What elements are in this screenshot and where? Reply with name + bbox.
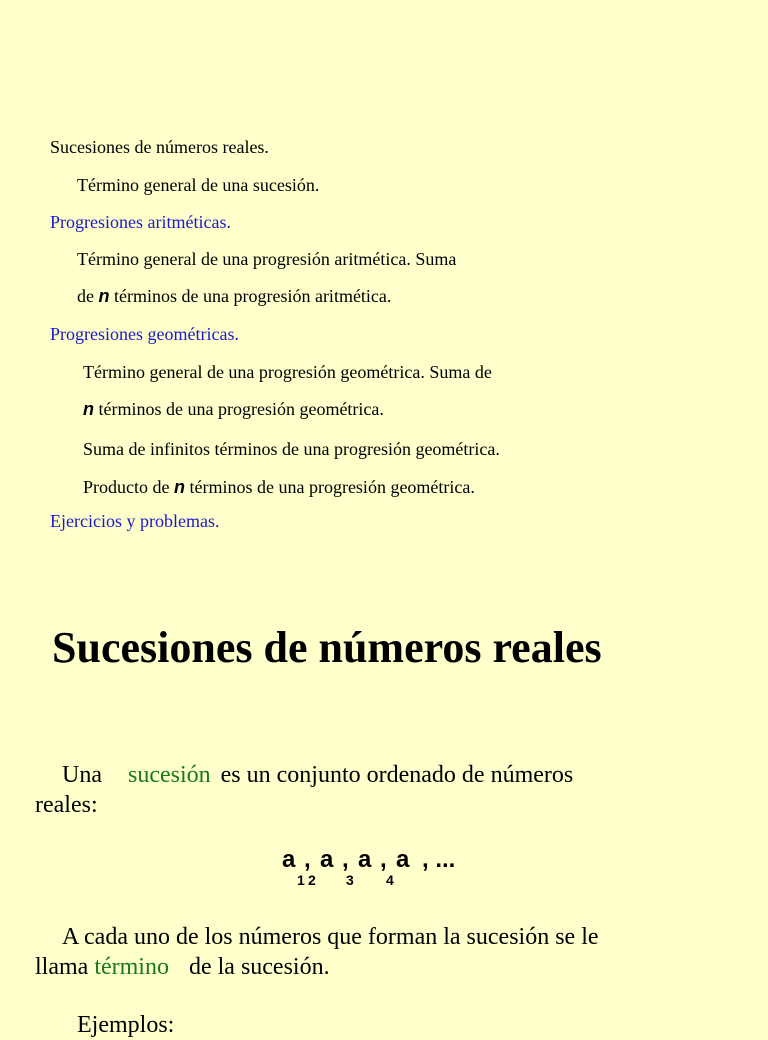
para-text: llama — [35, 954, 89, 980]
toc-subitem-pg-suma — [83, 398, 384, 420]
paragraph-definition-line1 — [62, 760, 573, 790]
sequence-separator: , — [342, 846, 349, 873]
toc-subitem-pg-termino: Término general de una progresión geométrica. Suma de — [83, 362, 492, 382]
variable-n: n — [98, 286, 110, 306]
toc-text: términos de una progresión aritmética. — [109, 286, 392, 306]
para-text: es un conjunto ordenado de números — [220, 762, 574, 788]
keyword-sucesion: sucesión — [127, 762, 211, 788]
toc-text: términos de una progresión geométrica. — [94, 399, 384, 419]
toc-subitem-pg-suma-infinitos: Suma de infinitos términos de una progresión geométrica. — [83, 439, 500, 459]
sequence-subscript: 3 — [346, 872, 354, 888]
sequence-term: a — [396, 846, 410, 873]
para-text: de la sucesión. — [188, 954, 330, 980]
toc-subitem-termino-general: Término general de una sucesión. — [77, 175, 320, 195]
sequence-separator: , — [380, 846, 387, 873]
variable-n: n — [83, 399, 94, 419]
sequence-subscript: 4 — [386, 872, 394, 888]
sequence-separator: , — [304, 846, 311, 873]
paragraph-ejemplos-partial: Ejemplos: — [77, 1012, 175, 1038]
paragraph-termino-line2 — [35, 952, 330, 982]
toc-text: de — [77, 286, 99, 306]
toc-text: términos de una progresión geométrica. — [184, 477, 475, 497]
paragraph-definition-line2: reales: — [35, 792, 98, 818]
sequence-subscript: 1 — [297, 872, 305, 888]
sequence-term: a — [282, 846, 296, 873]
toc-item-sucesiones: Sucesiones de números reales. — [50, 137, 269, 157]
toc-subitem-pa-suma — [77, 285, 391, 307]
toc-text: Producto de — [83, 477, 174, 497]
toc-subitem-pa-termino: Término general de una progresión aritmética. Suma — [77, 249, 457, 269]
para-text: Una — [62, 762, 102, 788]
variable-n: n — [173, 477, 185, 497]
sequence-subscript: 2 — [308, 872, 316, 888]
toc-link-progresiones-geometricas[interactable]: Progresiones geométricas. — [50, 324, 239, 344]
section-title: Sucesiones de números reales — [52, 623, 602, 672]
sequence-term: a — [358, 846, 372, 873]
sequence-notation — [280, 845, 480, 895]
sequence-separator: , ... — [422, 846, 456, 873]
paragraph-termino-line1: A cada uno de los números que forman la sucesión se le — [62, 924, 599, 950]
toc-link-ejercicios[interactable]: Ejercicios y problemas. — [50, 511, 220, 531]
toc-link-progresiones-aritmeticas[interactable]: Progresiones aritméticas. — [50, 212, 231, 232]
sequence-term: a — [320, 846, 334, 873]
toc-subitem-pg-producto — [83, 476, 475, 498]
keyword-termino: término — [94, 954, 169, 980]
